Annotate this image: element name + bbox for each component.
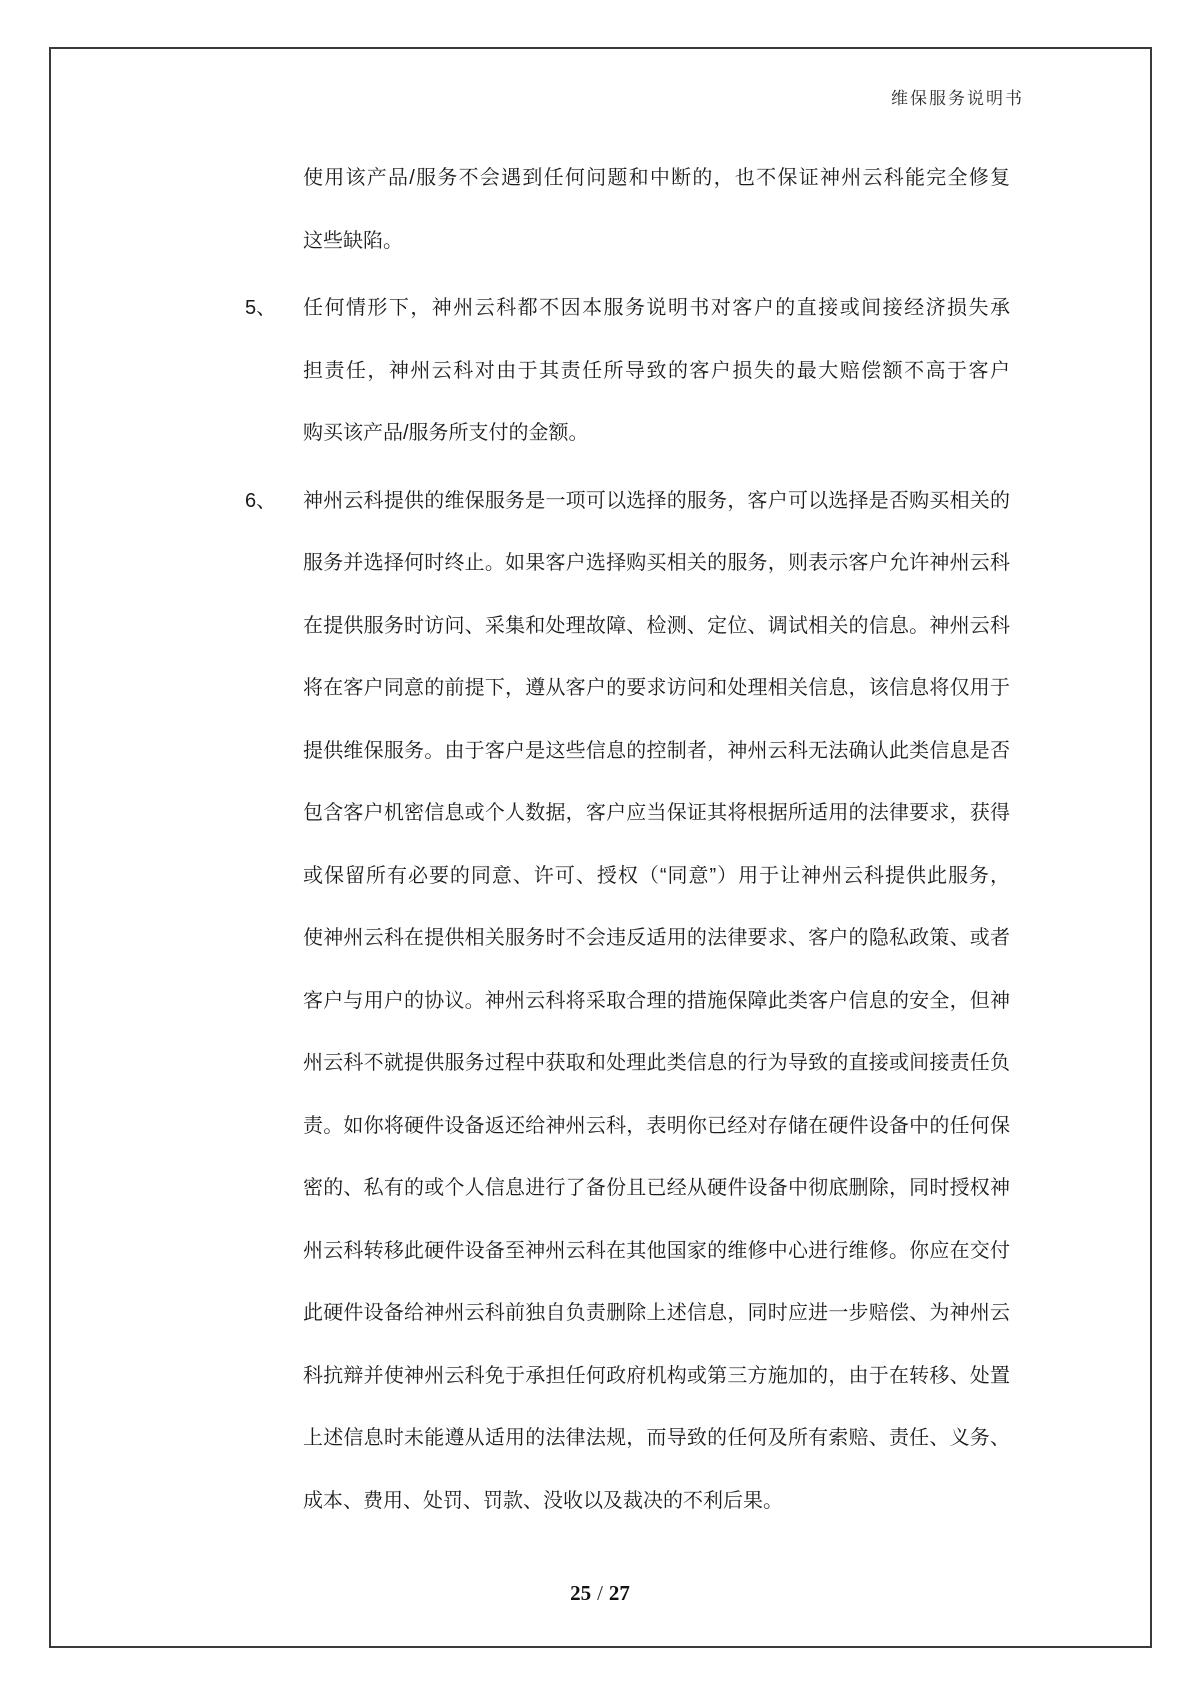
- list-number: 6、: [245, 489, 277, 512]
- text-line: 任何情形下，神州云科都不因本服务说明书对客户的直接或间接经济损失承: [303, 297, 1010, 319]
- text-line: 上述信息时未能遵从适用的法律法规，而导致的任何及所有索赔、责任、义务、: [303, 1427, 1010, 1449]
- text-line: 这些缺陷。: [303, 229, 403, 252]
- text-line: 州云科不就提供服务过程中获取和处理此类信息的行为导致的直接或间接责任负: [303, 1052, 1010, 1074]
- paragraph: [245, 470, 1010, 1533]
- text-line: 服务并选择何时终止。如果客户选择购买相关的服务，则表示客户允许神州云科: [303, 552, 1010, 574]
- page-number-current: 25: [570, 1581, 592, 1605]
- paragraph-lines: [303, 147, 1010, 272]
- text-line: 使神州云科在提供相关服务时不会违反适用的法律要求、客户的隐私政策、或者: [303, 927, 1010, 949]
- text-line: 或保留所有必要的同意、许可、授权（“同意”）用于让神州云科提供此服务，: [303, 864, 1010, 887]
- document-body: [245, 147, 1010, 1537]
- text-line: 州云科转移此硬件设备至神州云科在其他国家的维修中心进行维修。你应在交付: [303, 1239, 1010, 1262]
- paragraph-lines: [303, 470, 1010, 1533]
- page-number-total: 27: [608, 1581, 630, 1605]
- page-number: [0, 1581, 1200, 1606]
- text-line: 购买该产品/服务所支付的金额。: [303, 422, 589, 444]
- text-line: 成本、费用、处罚、罚款、没收以及裁决的不利后果。: [303, 1489, 783, 1512]
- paragraph: [245, 277, 1010, 465]
- page-number-separator: /: [597, 1581, 603, 1605]
- text-line: 责。如你将硬件设备返还给神州云科，表明你已经对存储在硬件设备中的任何保: [303, 1114, 1010, 1137]
- text-line: 使用该产品/服务不会遇到任何问题和中断的，也不保证神州云科能完全修复: [303, 167, 1010, 189]
- text-line: 密的、私有的或个人信息进行了备份且已经从硬件设备中彻底删除，同时授权神: [303, 1177, 1010, 1199]
- text-line: 客户与用户的协议。神州云科将采取合理的措施保障此类客户信息的安全，但神: [303, 989, 1010, 1012]
- document-header-title: 维保服务说明书: [891, 89, 1024, 108]
- list-number: 5、: [245, 297, 277, 319]
- text-line: 科抗辩并使神州云科免于承担任何政府机构或第三方施加的，由于在转移、处置: [303, 1364, 1010, 1387]
- paragraph-lines: [303, 277, 1010, 465]
- text-line: 神州云科提供的维保服务是一项可以选择的服务，客户可以选择是否购买相关的: [303, 489, 1010, 512]
- paragraph: [245, 147, 1010, 272]
- text-line: 将在客户同意的前提下，遵从客户的要求访问和处理相关信息，该信息将仅用于: [303, 677, 1010, 699]
- text-line: 提供维保服务。由于客户是这些信息的控制者，神州云科无法确认此类信息是否: [303, 739, 1010, 762]
- text-line: 此硬件设备给神州云科前独自负责删除上述信息，同时应进一步赔偿、为神州云: [303, 1302, 1010, 1324]
- list-number: [245, 147, 303, 272]
- text-line: 包含客户机密信息或个人数据，客户应当保证其将根据所适用的法律要求，获得: [303, 802, 1010, 824]
- text-line: 在提供服务时访问、采集和处理故障、检测、定位、调试相关的信息。神州云科: [303, 614, 1010, 637]
- text-line: 担责任，神州云科对由于其责任所导致的客户损失的最大赔偿额不高于客户: [303, 359, 1010, 382]
